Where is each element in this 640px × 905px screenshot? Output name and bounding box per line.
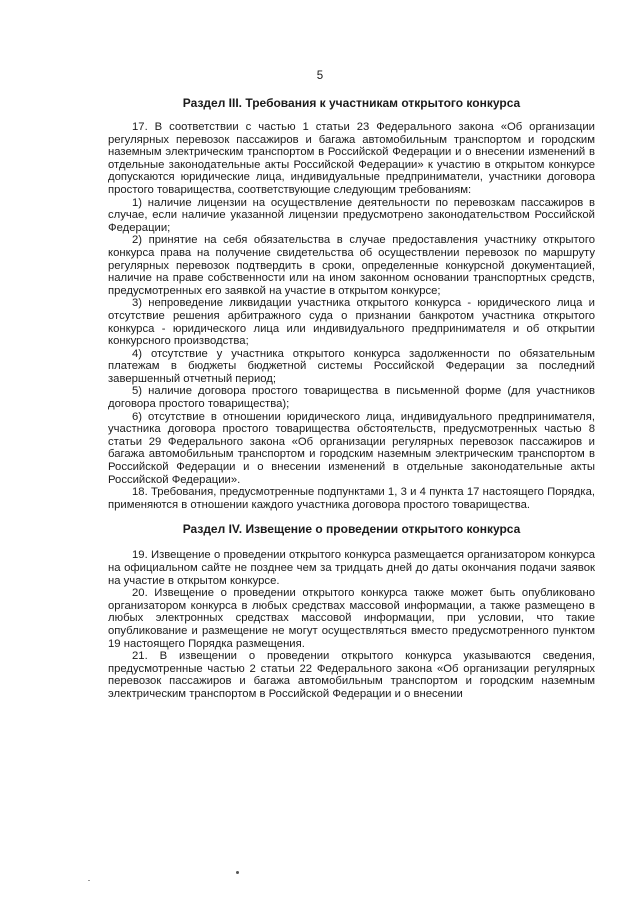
- scan-dot: [236, 871, 239, 874]
- paragraph-17-item-2: 2) принятие на себя обязательства в случае предоставления участнику открытого конкурса права на получение свидетельства об осуществлении перевозок по маршруту регулярных перевозок подтвердить в сроки, определенные конкурсной документацией, наличие на праве собственности или на ином законном основании транспортных средств, предусмотренных его заявкой на участие в открытом конкурсе;: [108, 234, 595, 297]
- paragraph-20: 20. Извещение о проведении открытого конкурса также может быть опубликовано организатором конкурса в любых средствах массовой информации, а также размещено в любых электронных средствах массовой информации, при условии, что такие опубликование и размещение не могут осуществляться вместо предусмотренного пунктом 19 настоящего Порядка размещения.: [108, 587, 595, 650]
- page-number: 5: [316, 70, 324, 82]
- section-3-heading: Раздел III. Требования к участникам открытого конкурса: [182, 96, 521, 110]
- paragraph-19: 19. Извещение о проведении открытого конкурса размещается организатором конкурса на официальном сайте не позднее чем за тридцать дней до даты окончания подачи заявок на участие в открытом конкурсе.: [108, 549, 595, 587]
- section-4-body: [108, 549, 595, 700]
- document-body: [108, 95, 595, 701]
- paragraph-17-item-3: 3) непроведение ликвидации участника открытого конкурса - юридического лица и отсутствие решения арбитражного суда о признании банкротом участника открытого конкурса - юридического лица или индивидуального предпринимателя и об открытии конкурсного производства;: [108, 297, 595, 348]
- paragraph-17-item-6: 6) отсутствие в отношении юридического лица, индивидуального предпринимателя, участника договора простого товарищества обстоятельств, предусмотренных частью 8 статьи 29 Федерального закона «Об организации регулярных перевозок пассажиров и багажа автомобильным транспортом и городским наземным электрическим транспортом в Российской Федерации и о внесении изменений в отдельные законодательные акты Российской Федерации».: [108, 410, 595, 486]
- section-4-heading: Раздел IV. Извещение о проведении открытого конкурса: [182, 522, 521, 537]
- paragraph-17-item-4: 4) отсутствие у участника открытого конкурса задолженности по обязательным платежам в бюджеты бюджетной системы Российской Федерации за последний завершенный отчетный период;: [108, 347, 595, 385]
- paragraph-17-item-1: 1) наличие лицензии на осуществление деятельности по перевозкам пассажиров в случае, если наличие указанной лицензии предусмотрено законодательством Российской Федерации;: [108, 196, 595, 234]
- paragraph-17-item-5: 5) наличие договора простого товарищества в письменной форме (для участников договора простого товарищества);: [108, 385, 595, 411]
- section-3-body: [108, 121, 595, 511]
- paragraph-18: 18. Требования, предусмотренные подпунктами 1, 3 и 4 пункта 17 настоящего Порядка, применяются в отношении каждого участника договора простого товарищества.: [108, 486, 595, 511]
- scan-speck: [88, 880, 90, 881]
- paragraph-17: 17. В соответствии с частью 1 статьи 23 Федерального закона «Об организации регулярных перевозок пассажиров и багажа автомобильным транспортом и городским наземным электрическим транспортом в Российской Федерации и о внесении изменений в отдельные законодательные акты Российской Федерации» к участию в открытом конкурсе допускаются юридические лица, индивидуальные предприниматели, участники договора простого товарищества, соответствующие следующим требованиям:: [108, 121, 595, 196]
- paragraph-21: 21. В извещении о проведении открытого конкурса указываются сведения, предусмотренные частью 2 статьи 22 Федерального закона «Об организации регулярных перевозок пассажиров и багажа автомобильным транспортом и городским наземным электрическим транспортом в Российской Федерации и о внесении: [108, 650, 595, 700]
